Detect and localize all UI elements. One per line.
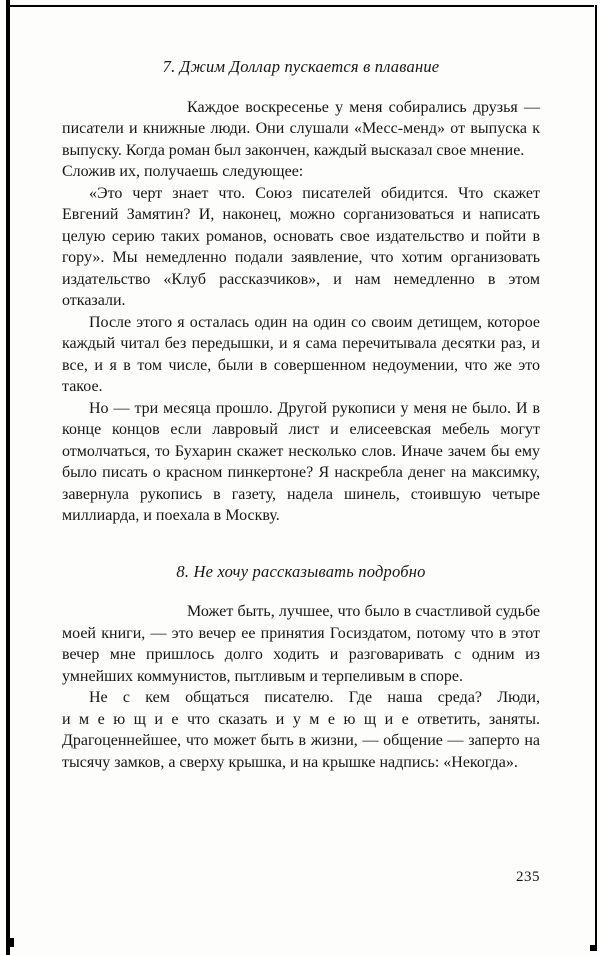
scan-edge-right xyxy=(595,5,597,951)
paragraph: Сложив их, получаешь следующее: xyxy=(62,163,304,180)
page-number: 235 xyxy=(516,869,540,885)
section-7-heading: 7. Джим Доллар пускается в плавание xyxy=(162,57,440,76)
text-block xyxy=(62,56,540,773)
paragraph: Может быть, лучшее, что было в счастливой судьбе моей книги, — это вечер ее принятия Госиздатом, потому что в этот вечер мне пришлось долго ходить и разговаривать с одним из умнейших коммунистов, пытливым и терпеливым в споре. xyxy=(62,603,540,685)
section-8-heading: 8. Не хочу рассказывать подробно xyxy=(176,561,426,581)
scan-edge-top xyxy=(6,5,594,7)
paragraph: Но — три месяца прошло. Другой рукописи у меня не было. И в конце концов если лавровый лист и елисеевская мебель могут отмолчаться, то Бухарин скажет несколько слов. Иначе зачем бы ему было писать о красном пинкертоне? Я наскребла денег на максимку, завернула рукопись в газету, надела шинель, стоившую четыре миллиарда, и поехала в Москву. xyxy=(62,399,540,524)
paragraph: «Это черт знает что. Союз писателей обидится. Что скажет Евгений Замятин? И, наконец, можно сорганизоваться и написать целую серию таких романов, основать свое издательство и пойти в гору». Мы немедленно подали заявление, что хотим организовать издательство «Клуб рассказчиков», и нам немедленно в этом отказали. xyxy=(62,184,540,309)
scan-edge-left xyxy=(6,0,10,955)
paragraph: Не с кем общаться писателю. Где наша среда? Люди, и м е ю щ и е что сказать и у м е ю щ и е ответить, заняты. Драгоценнейшее, что может быть в жизни, — общение — заперто на тысячу замков, а сверху крышка, и на крышке надпись: «Некогда». xyxy=(62,689,540,771)
paragraph: Каждое воскресенье у меня собирались друзья — писатели и книжные люди. Они слушали «Месс-менд» от выпуска к выпуску. Когда роман был закончен, каждый высказал свое мнение. xyxy=(62,98,540,159)
scan-mark-bottom-right xyxy=(590,945,597,951)
scan-mark-bottom-left xyxy=(6,938,14,947)
paragraph: После этого я осталась один на один со своим детищем, которое каждый читал без передышки, и я сама перечитывала десятки раз, и все, и я в том числе, были в совершенном недоумении, что же это такое. xyxy=(62,313,540,395)
